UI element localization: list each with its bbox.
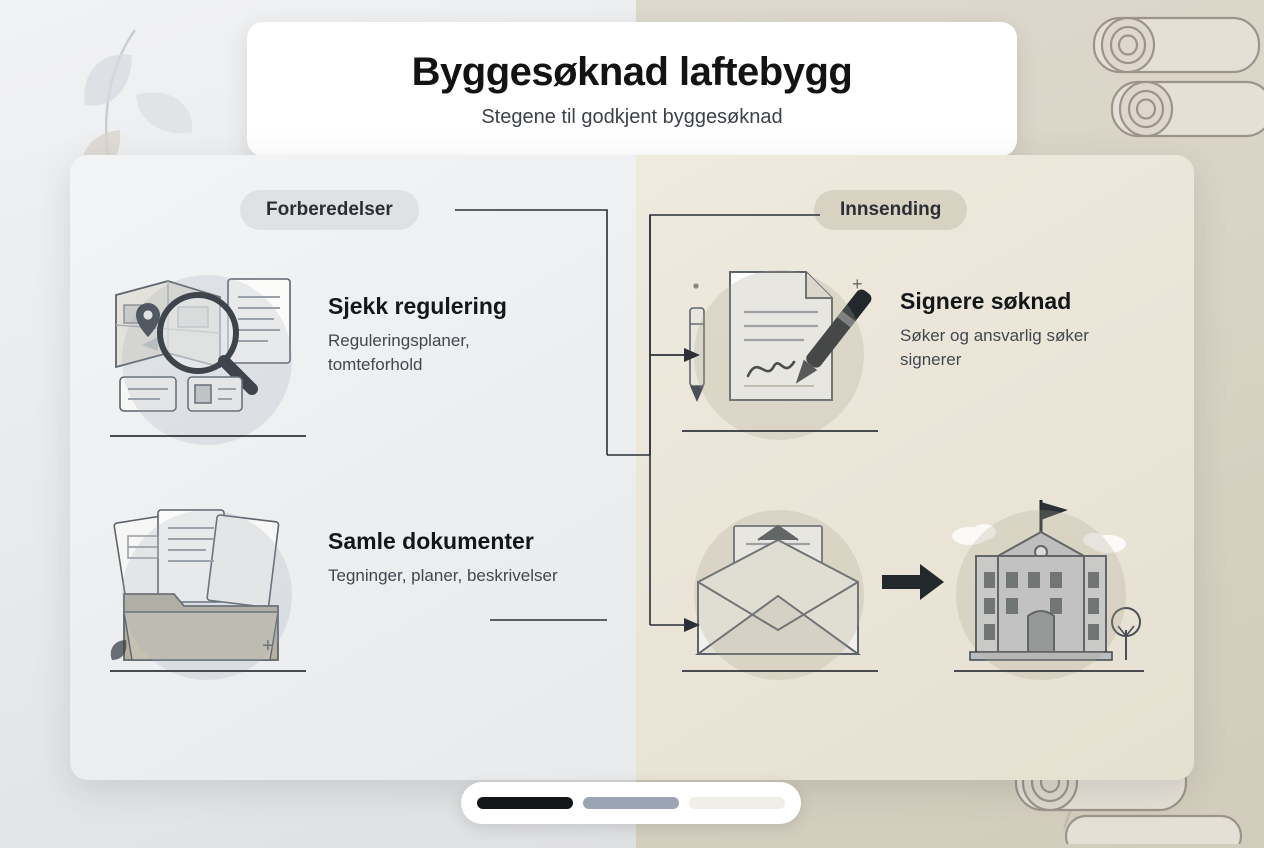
illustration-baseline [110, 435, 306, 437]
icon-backdrop-circle [122, 510, 292, 680]
title-card [247, 22, 1017, 156]
document-pen-signature-icon [674, 250, 884, 450]
step-text-block [328, 255, 558, 378]
svg-text:+: + [262, 635, 274, 657]
envelope-icon [674, 490, 884, 690]
icon-backdrop-circle [122, 275, 292, 445]
illustration-baseline [682, 430, 878, 432]
municipality-building-icon [936, 490, 1146, 690]
icon-backdrop-circle [694, 270, 864, 440]
step-description: Tegninger, planer, beskrivelser [328, 565, 558, 585]
page-title: Byggesøknad laftebygg [411, 49, 853, 94]
illustration-baseline [954, 670, 1144, 672]
section-chip-forberedelser [240, 190, 419, 230]
step-text-block [328, 490, 558, 588]
panel-section-forberedelser [70, 155, 636, 780]
section-chip-innsending [814, 190, 967, 230]
step-send-til-kommune[interactable] [674, 490, 1146, 690]
step-signere-soknad[interactable] [674, 250, 1130, 450]
step-title: Signere søknad [900, 288, 1072, 314]
pagination-dot-2[interactable] [583, 797, 679, 809]
illustration-baseline [682, 670, 878, 672]
icon-backdrop-circle [694, 510, 864, 680]
step-title: Sjekk regulering [328, 293, 507, 319]
page-subtitle: Stegene til godkjent byggesøknad [481, 105, 783, 128]
pagination-dot-3[interactable] [689, 797, 785, 809]
panel-section-innsending [636, 155, 1194, 780]
pagination-dot-1[interactable] [477, 797, 573, 809]
map-magnifier-icon [102, 255, 312, 455]
step-samle-dokumenter[interactable] [102, 490, 558, 690]
step-text-block [900, 250, 1130, 373]
icon-backdrop-circle [956, 510, 1126, 680]
pagination-bar[interactable] [461, 782, 801, 824]
illustration-baseline [110, 670, 306, 672]
folder-documents-icon [102, 490, 312, 690]
section-chip-label: Innsending [840, 199, 942, 220]
section-chip-label: Forberedelser [266, 199, 393, 220]
step-description: Søker og ansvarlig søker signerer [900, 325, 1089, 370]
step-description: Reguleringsplaner, tomteforhold [328, 330, 470, 375]
svg-text:+: + [852, 274, 863, 294]
flow-panel [70, 155, 1194, 780]
step-sjekk-regulering[interactable] [102, 255, 558, 455]
log-stack-top-right [1024, 0, 1264, 170]
step-title: Samle dokumenter [328, 528, 534, 554]
